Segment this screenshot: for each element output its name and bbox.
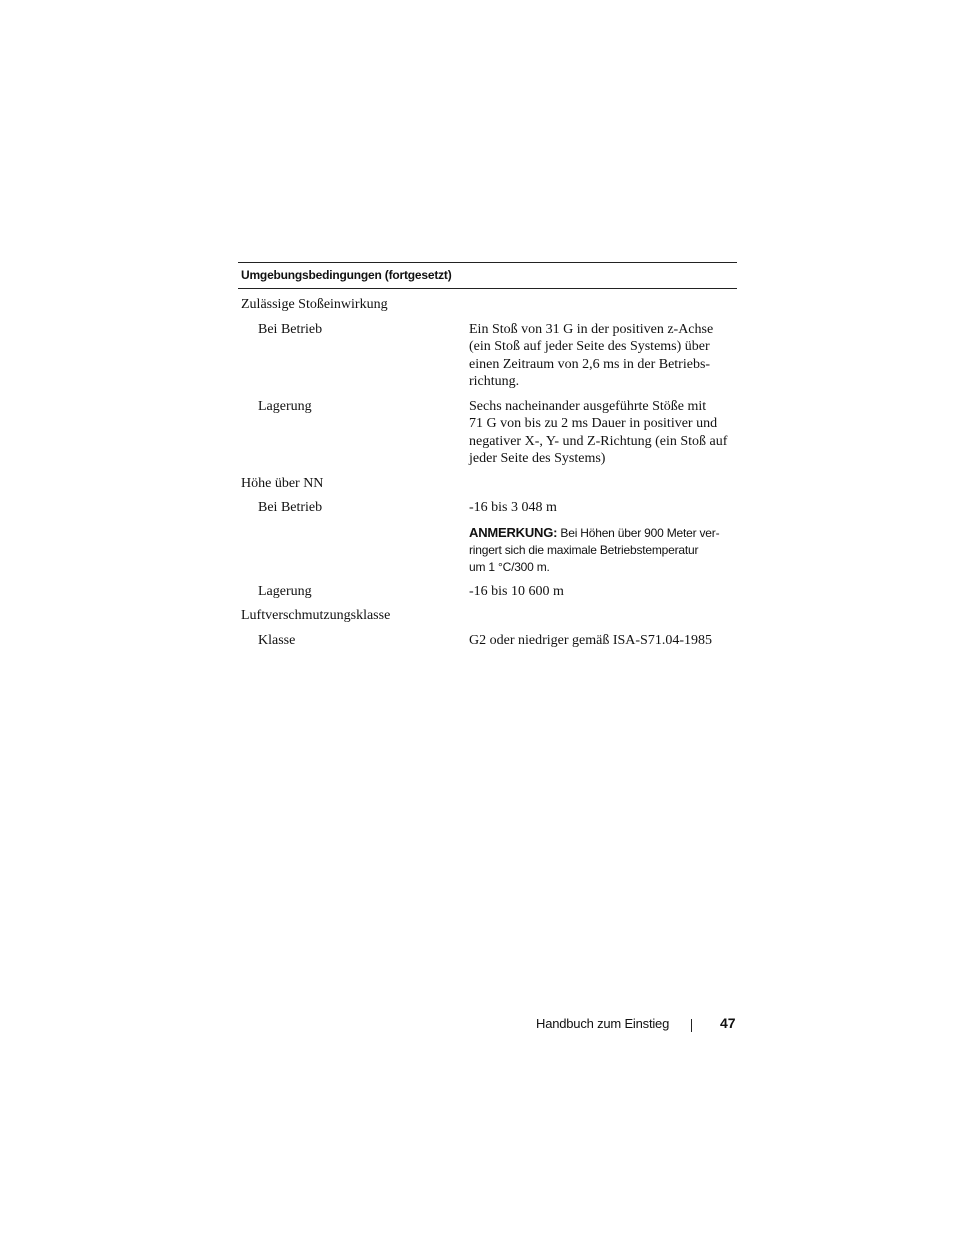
environment-table	[238, 262, 737, 649]
footer-separator	[691, 1019, 692, 1032]
note-line	[469, 524, 737, 542]
row-value: -16 bis 10 600 m	[469, 583, 564, 599]
row-altitude-storage	[238, 583, 737, 601]
row-value: -16 bis 3 048 m	[469, 500, 557, 515]
row-shock-storage	[238, 398, 737, 468]
row-value	[469, 398, 737, 468]
value-line: (ein Stoß auf jeder Seite des Systems) über	[469, 339, 710, 354]
page-number: 47	[720, 1015, 736, 1031]
page-footer	[536, 1014, 736, 1034]
table-header-rule	[238, 288, 737, 289]
table-header: Umgebungsbedingungen (fortgesetzt)	[241, 268, 452, 282]
value-line: negativer X-, Y- und Z-Richtung (ein Stoß auf	[469, 433, 728, 449]
value-line: einen Zeitraum von 2,6 ms in der Betriebs-	[469, 356, 711, 372]
row-label: Bei Betrieb	[258, 500, 323, 515]
value-line: 71 G von bis zu 2 ms Dauer in positiver und	[469, 416, 718, 431]
note-line: ringert sich die maximale Betriebstemperatur	[469, 542, 699, 557]
category-contamination: Luftverschmutzungsklasse	[241, 608, 391, 623]
row-value	[469, 321, 737, 391]
footer-title: Handbuch zum Einstieg	[536, 1016, 670, 1031]
category-shock: Zulässige Stoßeinwirkung	[241, 297, 388, 312]
value-line: Ein Stoß von 31 G in der positiven z-Achse	[469, 321, 714, 337]
note-line: um 1 °C/300 m.	[469, 559, 550, 574]
note-label: ANMERKUNG:	[469, 524, 558, 540]
row-label: Lagerung	[258, 583, 312, 599]
row-shock-operating	[238, 321, 737, 391]
row-label: Bei Betrieb	[258, 321, 323, 337]
category-altitude: Höhe über NN	[241, 475, 324, 491]
altitude-note	[469, 524, 737, 576]
value-line: Sechs nacheinander ausgeführte Stöße mit	[469, 398, 707, 414]
value-line: jeder Seite des Systems)	[469, 451, 606, 466]
value-line: richtung.	[469, 374, 520, 389]
note-text: Bei Höhen über 900 Meter ver-	[560, 525, 720, 540]
row-contamination-class	[238, 632, 737, 650]
row-label: Lagerung	[258, 398, 312, 414]
row-value: G2 oder niedriger gemäß ISA-S71.04-1985	[469, 632, 713, 648]
row-label: Klasse	[258, 632, 296, 648]
row-altitude-operating	[238, 499, 737, 517]
